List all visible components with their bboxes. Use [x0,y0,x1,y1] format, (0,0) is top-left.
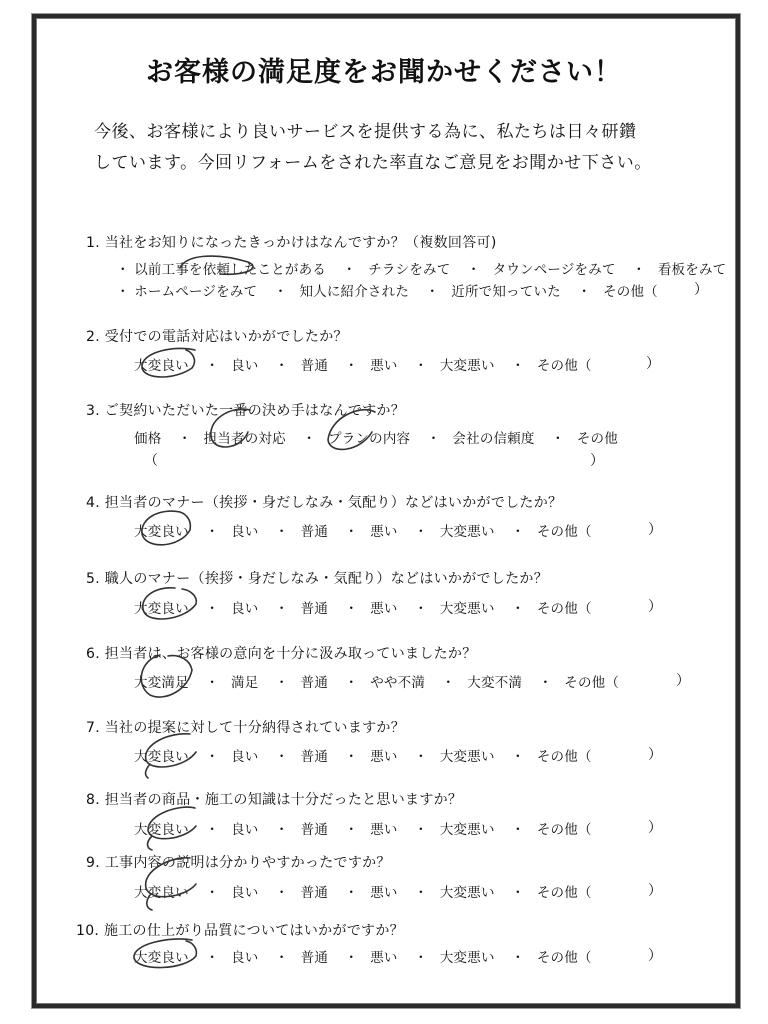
question-text: 担当者のマナー（挨拶・身だしなみ・気配り）などはいかがでしたか？ [104,495,563,511]
option[interactable]: その他（ [603,284,658,300]
close-paren: ） [648,883,662,899]
close-paren: ） [648,820,662,836]
intro-line-1: 今後、お客様により良いサービスを提供する為に、私たちは日々研鑽 [94,122,637,142]
option[interactable]: その他（ [536,885,592,901]
option[interactable]: 大変悪い [439,950,495,966]
close-paren: ） [648,747,662,763]
close-paren: ） [694,282,708,298]
option[interactable]: 大変良い [134,749,189,765]
close-paren: ） [646,356,660,372]
question-10: 10. 施工の仕上がり品質についてはいかがですか？ [76,923,404,939]
close-paren: ） [648,948,662,964]
question-number: 1. [86,235,100,251]
option[interactable]: 普通 [300,749,329,765]
question-text: ご契約いただいた一番の決め手はなんですか？ [104,403,406,419]
question-text: 受付での電話対応はいかがでしたか？ [104,329,348,345]
option[interactable]: やや不満 [370,675,426,691]
option[interactable]: 看板をみて [657,262,727,278]
options-row: 大変良い ・ 良い ・ 普通 ・ 悪い ・ 大変悪い ・ その他（ [134,885,592,901]
option[interactable]: 悪い [370,524,398,540]
option[interactable]: 悪い [370,950,398,966]
option[interactable]: 悪い [370,358,398,374]
option[interactable]: 良い [231,749,259,765]
option[interactable]: 悪い [370,885,398,901]
options-row: 大変満足 ・ 満足 ・ 普通 ・ やや不満 ・ 大変不満 ・ その他（ [134,675,620,691]
option[interactable]: 普通 [300,524,329,540]
options-row: 大変良い ・ 良い ・ 普通 ・ 悪い ・ 大変悪い ・ その他（ [134,749,592,765]
question-9: 9. 工事内容の説明は分かりやすかったですか？ [86,855,391,871]
option[interactable]: 大変良い [134,950,189,966]
question-text: 担当者の商品・施工の知識は十分だったと思いますか？ [104,792,463,808]
question-5: 5. 職人のマナー（挨拶・身だしなみ・気配り）などはいかがでしたか？ [86,571,549,587]
option[interactable]: その他（ [564,675,620,691]
options-row: 大変良い ・ 良い ・ 普通 ・ 悪い ・ 大変悪い ・ その他（ [134,524,592,540]
option[interactable]: その他 [576,431,618,447]
option[interactable]: タウンページをみて [492,262,616,278]
option[interactable]: 大変満足 [134,675,189,691]
option[interactable]: その他（ [536,749,592,765]
option[interactable]: 良い [231,885,259,901]
option[interactable]: 大変悪い [439,601,495,617]
option[interactable]: その他（ [536,950,592,966]
option[interactable]: 大変良い [134,524,189,540]
page-title: お客様の満足度をお聞かせください！ [146,57,622,88]
question-7: 7. 当社の提案に対して十分納得されていますか？ [86,720,406,736]
option[interactable]: 大変悪い [439,885,495,901]
option[interactable]: 普通 [300,358,329,374]
question-4: 4. 担当者のマナー（挨拶・身だしなみ・気配り）などはいかがでしたか？ [86,495,563,511]
question-text: 施工の仕上がり品質についてはいかがですか？ [103,923,404,939]
options-row: 価格 ・ 担当者の対応 ・ プランの内容 ・ 会社の信頼度 ・ その他 [134,431,618,447]
option[interactable]: 大変悪い [439,749,495,765]
options-row: 大変良い ・ 良い ・ 普通 ・ 悪い ・ 大変悪い ・ その他（ [134,601,592,617]
option[interactable]: 大変悪い [439,358,495,374]
question-text: 当社をお知りになったきっかけはなんですか？（複数回答可) [104,235,497,251]
option[interactable]: チラシをみて [368,262,451,278]
close-paren: ） [676,673,690,689]
option[interactable]: 大変良い [134,601,189,617]
question-1 [86,232,497,252]
option[interactable]: 大変悪い [439,822,495,838]
close-paren: ） [648,522,662,538]
options-row: ・ 以前工事を依頼したことがある ・ チラシをみて ・ タウンページをみて ・ 看板をみて [116,262,727,278]
question-8: 8. 担当者の商品・施工の知識は十分だったと思いますか？ [86,792,463,808]
question-text: 職人のマナー（挨拶・身だしなみ・気配り）などはいかがでしたか？ [104,571,549,587]
question-6: 6. 担当者は、お客様の意向を十分に汲み取っていましたか？ [86,646,477,662]
option[interactable]: 満足 [231,675,259,691]
option[interactable]: 良い [231,358,259,374]
option[interactable]: 悪い [370,601,398,617]
option[interactable]: 知人に紹介された [299,284,410,300]
option[interactable]: その他（ [536,822,592,838]
option[interactable]: 大変良い [134,358,189,374]
option[interactable]: 大変良い [134,885,189,901]
option[interactable]: 近所で知っていた [451,284,561,300]
option[interactable]: 良い [231,524,259,540]
close-paren: ） [648,599,662,615]
question-2: 2. 受付での電話対応はいかがでしたか？ [86,329,348,345]
question-3: 3. ご契約いただいた一番の決め手はなんですか？ [86,403,406,419]
option[interactable]: 普通 [300,822,329,838]
question-text: 工事内容の説明は分かりやすかったですか？ [104,855,391,871]
option[interactable]: 悪い [370,749,398,765]
option[interactable]: 普通 [300,601,329,617]
question-text: 当社の提案に対して十分納得されていますか？ [104,720,406,736]
option[interactable]: その他（ [536,601,592,617]
options-row: 大変良い ・ 良い ・ 普通 ・ 悪い ・ 大変悪い ・ その他（ [134,822,592,838]
question-text: 担当者は、お客様の意向を十分に汲み取っていましたか？ [104,646,477,662]
option[interactable]: 担当者の対応 [203,431,286,447]
option[interactable]: 大変不満 [467,675,523,691]
option[interactable]: 以前工事を依頼したことがある [134,262,327,278]
option[interactable]: その他（ [536,524,592,540]
option[interactable]: 価格 [134,431,162,447]
option[interactable]: 大変良い [134,822,189,838]
option[interactable]: その他（ [536,358,592,374]
option[interactable]: 普通 [300,885,329,901]
option[interactable]: プランの内容 [328,431,411,447]
option[interactable]: 会社の信頼度 [452,431,535,447]
options-row: 大変良い ・ 良い ・ 普通 ・ 悪い ・ 大変悪い ・ その他（ [134,950,592,966]
option[interactable]: 普通 [300,950,329,966]
option[interactable]: 良い [231,950,259,966]
option[interactable]: 良い [231,822,259,838]
option[interactable]: 大変悪い [439,524,495,540]
options-row: 大変良い ・ 良い ・ 普通 ・ 悪い ・ 大変悪い ・ その他（ [134,358,592,374]
option[interactable]: ホームページをみて [134,284,258,300]
intro-line-2: しています。今回リフォームをされた率直なご意見をお聞かせ下さい。 [94,153,652,173]
option[interactable]: 悪い [370,822,398,838]
option[interactable]: 良い [231,601,259,617]
options-row: ・ ホームページをみて ・ 知人に紹介された ・ 近所で知っていた ・ その他（ [116,284,658,300]
option[interactable]: 普通 [300,675,329,691]
close-paren: ） [590,453,604,469]
open-paren: （ [144,453,158,469]
